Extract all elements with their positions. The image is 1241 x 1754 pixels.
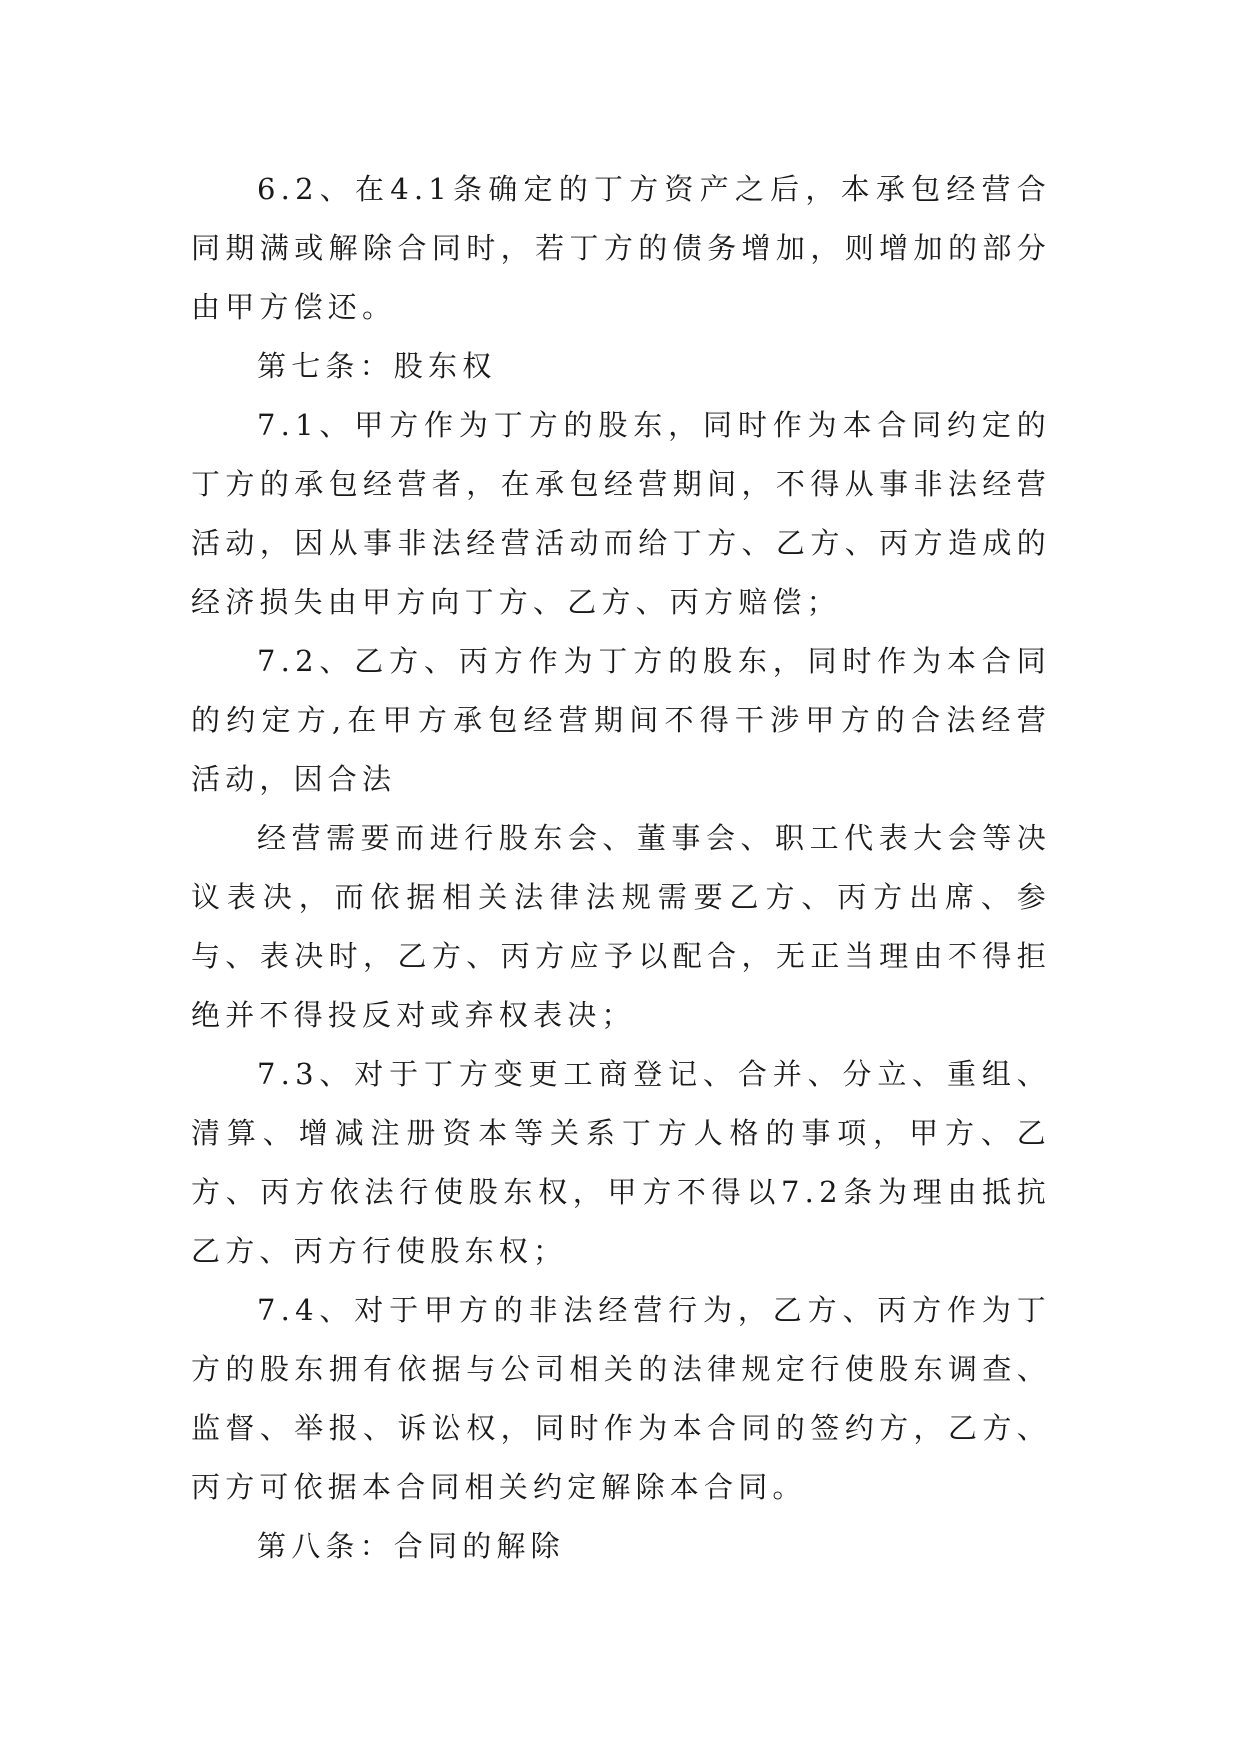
document-body <box>191 160 1051 1576</box>
clause-6-2-paragraph: 6.2、在4.1条确定的丁方资产之后，本承包经营合同期满或解除合同时，若丁方的债务增加，则增加的部分由甲方偿还。 <box>191 172 1051 324</box>
clause-7-3-paragraph: 7.3、对于丁方变更工商登记、合并、分立、重组、清算、增减注册资本等关系丁方人格的事项，甲方、乙方、丙方依法行使股东权，甲方不得以7.2条为理由抵抗乙方、丙方行使股东权； <box>191 1057 1051 1268</box>
clause-7-4-paragraph: 7.4、对于甲方的非法经营行为，乙方、丙方作为丁方的股东拥有依据与公司相关的法律规定行使股东调查、监督、举报、诉讼权，同时作为本合同的签约方，乙方、丙方可依据本合同相关约定解除本合同。 <box>191 1293 1051 1504</box>
article-8-heading: 第八条：合同的解除 <box>257 1529 565 1563</box>
clause-7-1-paragraph: 7.1、甲方作为丁方的股东，同时作为本合同约定的丁方的承包经营者，在承包经营期间，不得从事非法经营活动，因从事非法经营活动而给丁方、乙方、丙方造成的经济损失由甲方向丁方、乙方、丙方赔偿； <box>191 408 1051 619</box>
article-7-heading: 第七条：股东权 <box>257 349 497 383</box>
clause-7-2-continuation-paragraph: 经营需要而进行股东会、董事会、职工代表大会等决议表决，而依据相关法律法规需要乙方、丙方出席、参与、表决时，乙方、丙方应予以配合，无正当理由不得拒绝并不得投反对或弃权表决； <box>191 821 1051 1032</box>
clause-7-2-paragraph: 7.2、乙方、丙方作为丁方的股东，同时作为本合同的约定方,在甲方承包经营期间不得干涉甲方的合法经营活动，因合法 <box>191 644 1051 796</box>
